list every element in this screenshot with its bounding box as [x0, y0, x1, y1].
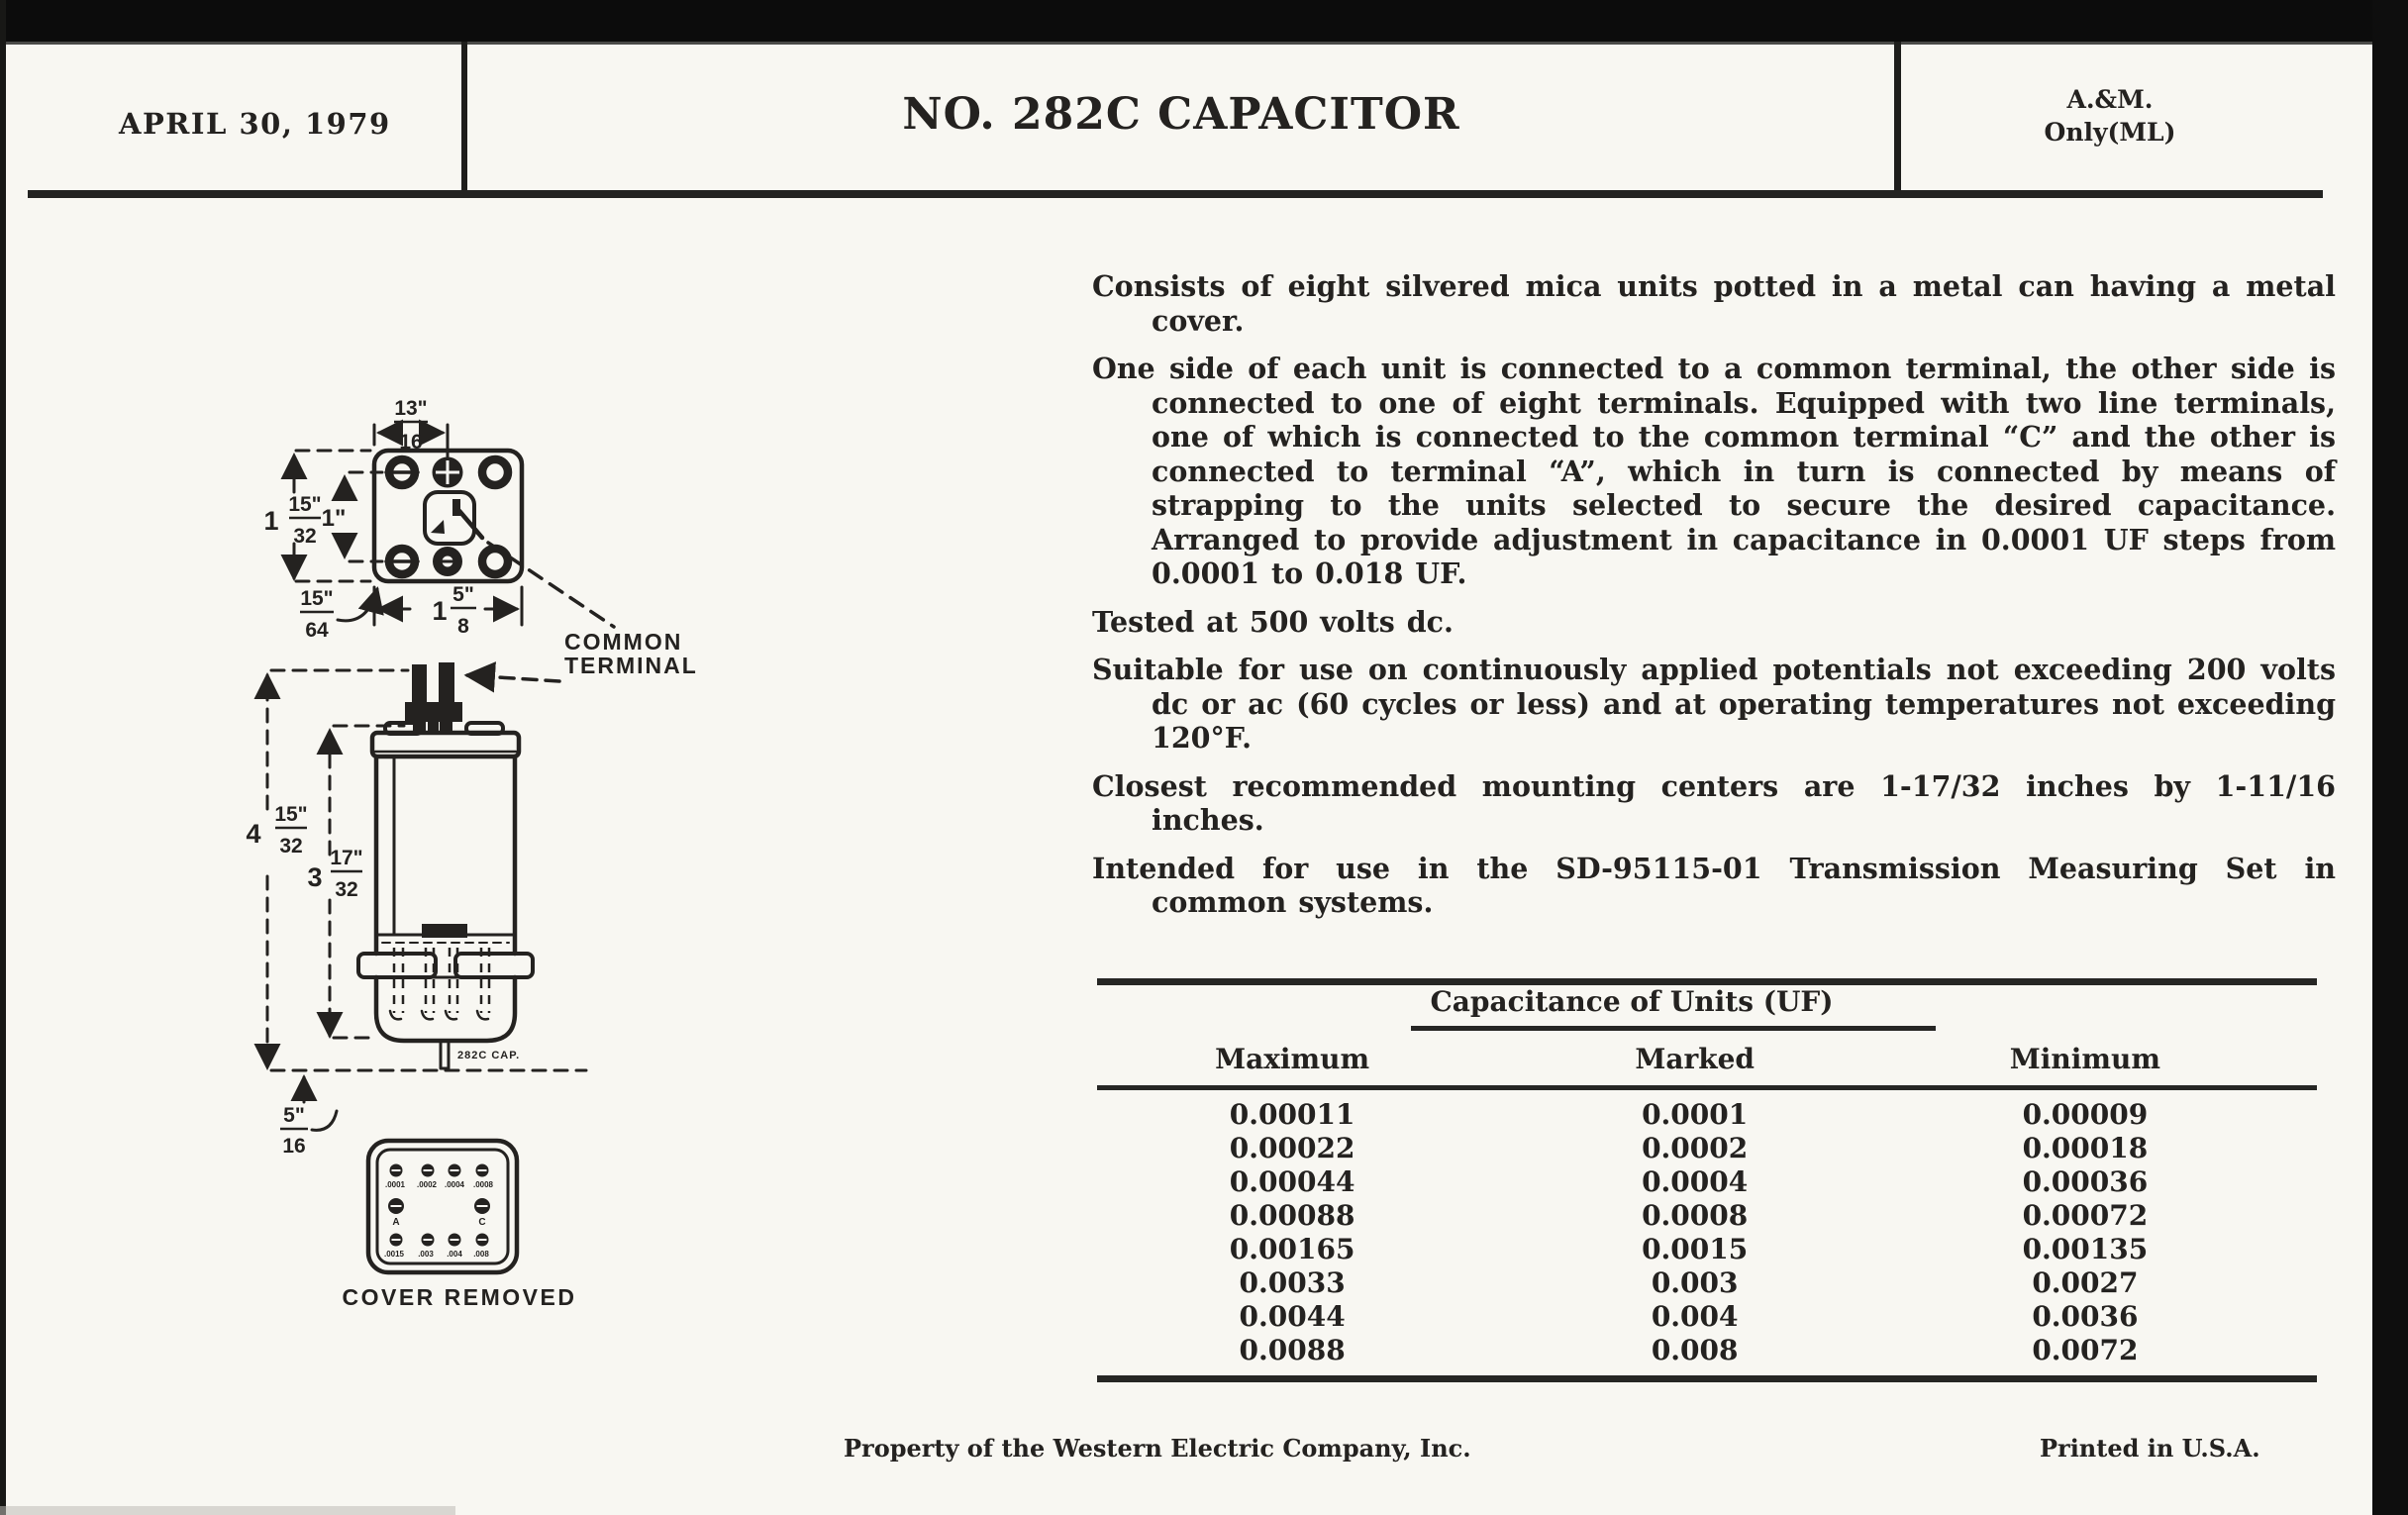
cell-max: 0.0033	[1239, 1266, 1346, 1299]
cover-removed-drawing	[343, 1141, 577, 1310]
cell-marked: 0.0004	[1642, 1165, 1749, 1198]
table-row	[1097, 1233, 2317, 1266]
paragraph-construction: Consists of eight silvered mica units potted in a metal can having a metal cover.	[1092, 269, 2336, 338]
header-divider-left	[461, 42, 467, 196]
paragraph-tested: Tested at 500 volts dc.	[1092, 604, 1454, 639]
svg-text:5": 5"	[283, 1104, 305, 1127]
table-row	[1097, 1334, 2317, 1367]
svg-text:64: 64	[305, 619, 329, 642]
page-title: NO. 282C CAPACITOR	[902, 89, 1460, 140]
header-rule	[28, 190, 2323, 198]
svg-text:.0002: .0002	[416, 1180, 438, 1189]
can-bottom-cup	[376, 977, 515, 1041]
svg-text:C: C	[478, 1217, 486, 1228]
terminal-prong	[439, 662, 454, 704]
dim-corner-15-64	[300, 587, 377, 642]
svg-text:4: 4	[246, 819, 261, 849]
svg-text:1": 1"	[321, 505, 347, 532]
svg-text:8: 8	[457, 615, 469, 638]
capacitance-table	[1097, 978, 2317, 1382]
classification-line1: A.&M.	[2066, 85, 2154, 114]
mounting-ear-left	[358, 954, 436, 977]
svg-text:16: 16	[282, 1135, 306, 1158]
common-terminal-label-line1: COMMON	[564, 629, 683, 655]
svg-text:.0008: .0008	[472, 1180, 494, 1189]
svg-text:.008: .008	[473, 1250, 489, 1259]
svg-text:5": 5"	[452, 583, 474, 606]
svg-text:15": 15"	[274, 803, 308, 826]
svg-text:17": 17"	[330, 847, 363, 869]
cell-min: 0.00072	[2022, 1199, 2149, 1232]
svg-text:1: 1	[432, 596, 448, 626]
classification-line2: Only(ML)	[2044, 118, 2176, 147]
cell-max: 0.0044	[1239, 1300, 1346, 1333]
svg-text:.003: .003	[418, 1250, 434, 1259]
scan-bottom-smudge	[0, 1506, 455, 1515]
description-column	[1092, 269, 2336, 934]
cell-marked: 0.0001	[1642, 1098, 1749, 1131]
center-post	[422, 924, 467, 938]
cell-marked: 0.0015	[1642, 1233, 1749, 1265]
scan-right-bar	[2372, 0, 2408, 1515]
table-header-rule	[1097, 1085, 2317, 1090]
common-terminal-callout	[467, 543, 698, 681]
terminal-prong	[412, 664, 427, 704]
table-row	[1097, 1199, 2317, 1233]
capacitor-drawings	[238, 381, 752, 1332]
cell-marked: 0.008	[1651, 1334, 1739, 1366]
bottom-stud	[441, 1041, 449, 1068]
document-date: APRIL 30, 1979	[119, 107, 391, 141]
table-top-rule	[1097, 978, 2317, 985]
top-view-drawing	[263, 397, 522, 642]
cell-min: 0.00018	[2022, 1132, 2149, 1164]
cell-min: 0.0027	[2032, 1266, 2139, 1299]
svg-text:.0001: .0001	[384, 1180, 406, 1189]
table-body	[1097, 1098, 2317, 1367]
svg-text:3: 3	[307, 862, 323, 892]
screw-hole	[482, 549, 508, 574]
table-row	[1097, 1300, 2317, 1334]
cell-max: 0.00022	[1229, 1132, 1355, 1164]
svg-text:1: 1	[263, 506, 279, 536]
cell-marked: 0.004	[1651, 1300, 1739, 1333]
scan-left-bar	[0, 0, 6, 1515]
classification-stamp	[2045, 83, 2176, 149]
column-header-minimum: Minimum	[2009, 1043, 2161, 1075]
cell-marked: 0.0002	[1642, 1132, 1749, 1164]
svg-text:A: A	[392, 1217, 400, 1228]
svg-text:15": 15"	[288, 493, 322, 516]
dim-width-13-16	[374, 397, 448, 456]
svg-text:32: 32	[335, 878, 358, 901]
table-bottom-rule	[1097, 1375, 2317, 1382]
paragraph-intended-use: Intended for use in the SD-95115-01 Transmission Measuring Set in common systems.	[1092, 851, 2336, 919]
can-cap	[372, 733, 519, 757]
svg-text:.0004: .0004	[444, 1180, 465, 1189]
column-header-maximum: Maximum	[1215, 1043, 1370, 1075]
dim-can-3-17-32	[307, 726, 404, 1038]
cutout-wedge	[431, 520, 445, 534]
scan-top-bar	[0, 0, 2408, 45]
terminals-top-row	[390, 1164, 489, 1177]
table-row	[1097, 1098, 2317, 1132]
table-caption-underline	[1411, 1026, 1936, 1031]
cell-min: 0.00009	[2022, 1098, 2149, 1131]
cell-min: 0.00135	[2022, 1233, 2149, 1265]
header-divider-right	[1894, 42, 1901, 196]
can-stamp: 282C CAP.	[457, 1050, 521, 1061]
cell-max: 0.00088	[1229, 1199, 1355, 1232]
terminals-bottom-row	[390, 1234, 489, 1247]
paragraph-ratings: Suitable for use on continuously applied potentials not exceeding 200 volts dc or ac (60 cycles or less) and at operating temperatures not exceeding 120°F.	[1092, 653, 2336, 755]
svg-text:.0015: .0015	[383, 1250, 405, 1259]
table-row	[1097, 1132, 2317, 1165]
cell-min: 0.0072	[2032, 1334, 2139, 1366]
svg-text:15": 15"	[300, 587, 334, 610]
paragraph-terminals: One side of each unit is connected to a common terminal, the other side is connected to one of eight terminals. Equipped with two line terminals, one of which is connected to the common terminal “C” and the other is connected to terminal “A”, which in turn is connected by means of strapping to the units selected to secure the desired capacitance. Arranged to provide adjustment in capacitance in 0.0001 UF steps from 0.0001 to 0.018 UF.	[1092, 352, 2336, 590]
cell-marked: 0.0008	[1642, 1199, 1749, 1232]
cover-removed-caption: COVER REMOVED	[342, 1284, 577, 1310]
cell-max: 0.00044	[1229, 1165, 1355, 1198]
property-notice: Property of the Western Electric Company, Inc.	[844, 1434, 1471, 1463]
paragraph-mounting: Closest recommended mounting centers are 1-17/32 inches by 1-11/16 inches.	[1092, 768, 2336, 837]
cell-min: 0.0036	[2032, 1300, 2139, 1333]
svg-text:16: 16	[399, 431, 423, 454]
column-header-marked: Marked	[1635, 1043, 1756, 1075]
table-header-row	[1097, 1043, 2317, 1075]
cell-max: 0.00011	[1229, 1098, 1355, 1131]
dim-stud-5-16	[280, 1077, 337, 1158]
terminal-pins	[394, 948, 489, 1013]
svg-text:32: 32	[293, 525, 317, 548]
cell-min: 0.00036	[2022, 1165, 2149, 1198]
screw-hole	[482, 459, 508, 485]
table-row	[1097, 1165, 2317, 1199]
terminal-block	[405, 702, 462, 722]
cell-max: 0.0088	[1239, 1334, 1346, 1366]
common-terminal-label-line2: TERMINAL	[564, 653, 698, 678]
printed-notice: Printed in U.S.A.	[2040, 1434, 2260, 1463]
dim-width-1-5-8	[374, 583, 522, 638]
table-row	[1097, 1266, 2317, 1300]
table-caption: Capacitance of Units (UF)	[1430, 985, 1834, 1018]
svg-text:13": 13"	[394, 397, 428, 420]
svg-text:32: 32	[279, 835, 303, 858]
svg-text:.004: .004	[447, 1250, 462, 1259]
mounting-ear-right	[455, 954, 533, 977]
cell-marked: 0.003	[1651, 1266, 1739, 1299]
side-view-drawing	[246, 662, 586, 1158]
cell-max: 0.00165	[1229, 1233, 1355, 1265]
